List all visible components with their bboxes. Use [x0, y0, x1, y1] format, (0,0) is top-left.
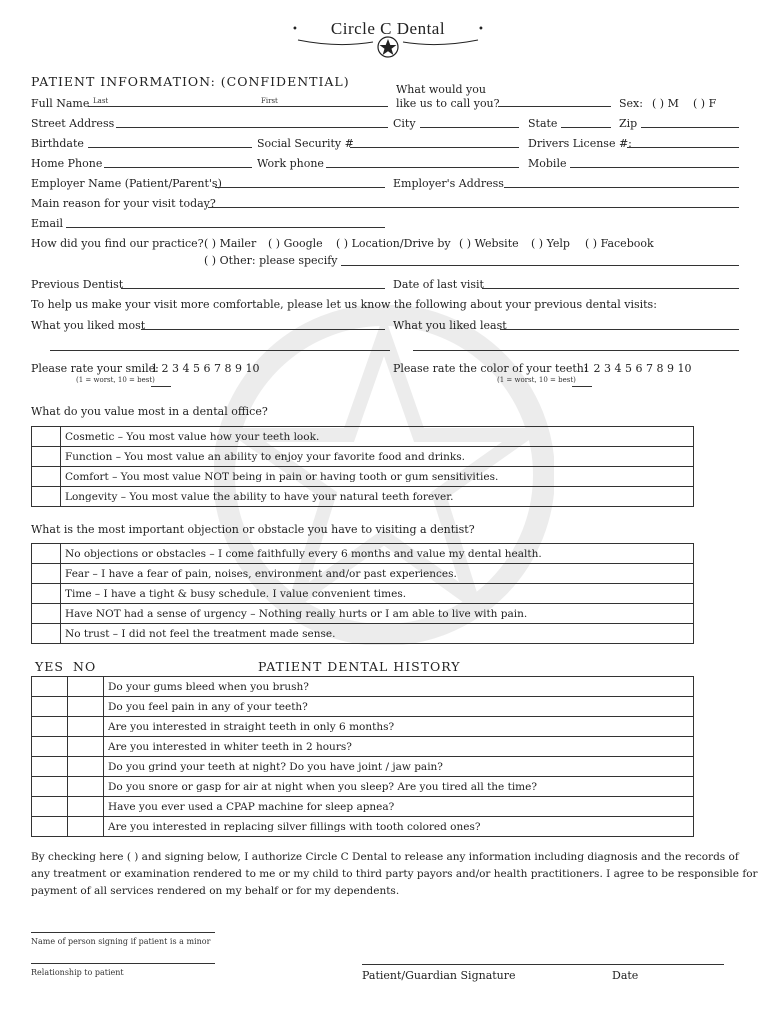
rate-smile-field[interactable]: [151, 386, 171, 387]
table-row: [32, 717, 694, 737]
history-question: Are you interested in straight teeth in only 6 months?: [104, 717, 694, 737]
consent-line-3: payment of all services rendered on my behalf or for my dependents.: [31, 885, 400, 897]
birthdate-field[interactable]: [88, 147, 252, 148]
employer-label: Employer Name (Patient/Parent's): [31, 177, 222, 190]
objection-checkbox[interactable]: [32, 604, 61, 624]
no-checkbox[interactable]: [68, 757, 104, 777]
no-checkbox[interactable]: [68, 777, 104, 797]
history-question: Are you interested in whiter teeth in 2 hours?: [104, 737, 694, 757]
rate-color-note: (1 = worst, 10 = best): [497, 376, 576, 384]
value-option: Longevity – You most value the ability to have your natural teeth forever.: [61, 487, 694, 507]
sex-label: Sex:: [619, 97, 643, 110]
call-label-1: What would you: [396, 83, 486, 96]
no-checkbox[interactable]: [68, 697, 104, 717]
table-row: [32, 467, 694, 487]
objection-checkbox[interactable]: [32, 564, 61, 584]
zip-field[interactable]: [641, 127, 739, 128]
last-label: Last: [93, 97, 109, 105]
relationship-label: Relationship to patient: [31, 968, 124, 977]
no-checkbox[interactable]: [68, 717, 104, 737]
find-other-checkbox[interactable]: ( ) Other: please specify: [204, 254, 338, 267]
street-field[interactable]: [116, 127, 388, 128]
objection-checkbox[interactable]: [32, 544, 61, 564]
table-row: [32, 624, 694, 644]
find-mailer-checkbox[interactable]: ( ) Mailer: [204, 237, 257, 250]
find-practice-label: How did you find our practice?: [31, 237, 204, 250]
table-row: [32, 427, 694, 447]
table-row: [32, 797, 694, 817]
work-phone-label: Work phone: [257, 157, 324, 170]
objection-option: Have NOT had a sense of urgency – Nothing really hurts or I am able to live with pain.: [61, 604, 694, 624]
yes-checkbox[interactable]: [32, 797, 68, 817]
patient-info-heading: PATIENT INFORMATION: (CONFIDENTIAL): [31, 74, 350, 89]
history-title: PATIENT DENTAL HISTORY: [258, 659, 461, 674]
sex-f-checkbox[interactable]: ( ) F: [693, 97, 717, 110]
value-question: What do you value most in a dental office?: [31, 405, 268, 418]
employer-address-label: Employer's Address: [393, 177, 504, 190]
rate-smile-note: (1 = worst, 10 = best): [76, 376, 155, 384]
license-label: Drivers License #:: [528, 137, 632, 150]
history-table: [31, 676, 694, 837]
find-yelp-checkbox[interactable]: ( ) Yelp: [531, 237, 570, 250]
history-question: Do you snore or gasp for air at night when you sleep? Are you tired all the time?: [104, 777, 694, 797]
yes-checkbox[interactable]: [32, 677, 68, 697]
value-option: Function – You most value an ability to enjoy your favorite food and drinks.: [61, 447, 694, 467]
table-row: [32, 447, 694, 467]
history-question: Have you ever used a CPAP machine for sleep apnea?: [104, 797, 694, 817]
table-row: [32, 777, 694, 797]
find-driveby-checkbox[interactable]: ( ) Location/Drive by: [336, 237, 451, 250]
call-label-2: like us to call you?: [396, 97, 500, 110]
liked-most-field-2[interactable]: [50, 350, 390, 351]
objection-checkbox[interactable]: [32, 584, 61, 604]
table-row: [32, 564, 694, 584]
history-yes-header: YES: [35, 659, 64, 674]
yes-checkbox[interactable]: [32, 757, 68, 777]
city-label: City: [393, 117, 416, 130]
objection-checkbox[interactable]: [32, 624, 61, 644]
prev-dentist-field[interactable]: [121, 288, 385, 289]
value-checkbox[interactable]: [32, 427, 61, 447]
table-row: [32, 757, 694, 777]
street-label: Street Address: [31, 117, 115, 130]
history-question: Do you grind your teeth at night? Do you have joint / jaw pain?: [104, 757, 694, 777]
rate-smile-label: Please rate your smile:: [31, 362, 159, 375]
relationship-field[interactable]: [31, 963, 215, 964]
mobile-label: Mobile: [528, 157, 567, 170]
yes-checkbox[interactable]: [32, 737, 68, 757]
rate-smile-scale[interactable]: 1 2 3 4 5 6 7 8 9 10: [151, 362, 260, 375]
no-checkbox[interactable]: [68, 797, 104, 817]
value-option: Cosmetic – You most value how your teeth look.: [61, 427, 694, 447]
table-row: [32, 487, 694, 507]
prev-dentist-label: Previous Dentist: [31, 278, 124, 291]
value-table: [31, 426, 694, 507]
state-label: State: [528, 117, 558, 130]
liked-least-label: What you liked least: [393, 319, 507, 332]
first-label: First: [261, 97, 278, 105]
objection-option: Time – I have a tight & busy schedule. I value convenient times.: [61, 584, 694, 604]
table-row: [32, 677, 694, 697]
find-google-checkbox[interactable]: ( ) Google: [268, 237, 323, 250]
objection-option: No objections or obstacles – I come faithfully every 6 months and value my dental health.: [61, 544, 694, 564]
help-text: To help us make your visit more comfortable, please let us know the following about your previous dental visits:: [31, 298, 657, 311]
find-facebook-checkbox[interactable]: ( ) Facebook: [585, 237, 654, 250]
full-name-field[interactable]: [88, 106, 388, 107]
minor-name-label: Name of person signing if patient is a minor: [31, 937, 211, 946]
rate-color-scale[interactable]: 1 2 3 4 5 6 7 8 9 10: [583, 362, 692, 375]
last-visit-field[interactable]: [482, 288, 739, 289]
city-field[interactable]: [420, 127, 519, 128]
table-row: [32, 544, 694, 564]
table-row: [32, 604, 694, 624]
rate-color-label: Please rate the color of your teeth:: [393, 362, 588, 375]
consent-line-2: any treatment or examination rendered to me or my child to third party payors and/or health practitioners. I agree to be responsible for: [31, 868, 758, 880]
objection-option: Fear – I have a fear of pain, noises, environment and/or past experiences.: [61, 564, 694, 584]
home-phone-field[interactable]: [104, 167, 252, 168]
find-website-checkbox[interactable]: ( ) Website: [459, 237, 519, 250]
yes-checkbox[interactable]: [32, 697, 68, 717]
objection-option: No trust – I did not feel the treatment made sense.: [61, 624, 694, 644]
svg-text:•: •: [478, 24, 484, 35]
yes-checkbox[interactable]: [32, 777, 68, 797]
minor-name-field[interactable]: [31, 932, 215, 933]
ssn-label: Social Security #: [257, 137, 354, 150]
no-checkbox[interactable]: [68, 677, 104, 697]
yes-checkbox[interactable]: [32, 817, 68, 837]
table-row: [32, 817, 694, 837]
employer-address-field[interactable]: [504, 187, 739, 188]
zip-label: Zip: [619, 117, 638, 130]
find-other-field[interactable]: [341, 265, 739, 266]
yes-checkbox[interactable]: [32, 717, 68, 737]
state-field[interactable]: [561, 127, 611, 128]
objection-table: [31, 543, 694, 644]
signature-label: Patient/Guardian Signature: [362, 969, 516, 982]
objection-question: What is the most important objection or obstacle you have to visiting a dentist?: [31, 523, 475, 536]
reason-field[interactable]: [208, 207, 739, 208]
liked-most-label: What you liked most: [31, 319, 146, 332]
liked-most-field[interactable]: [141, 329, 385, 330]
nickname-field[interactable]: [498, 106, 611, 107]
logo-text: Circle C Dental: [330, 19, 446, 38]
history-no-header: NO: [73, 659, 97, 674]
history-question: Are you interested in replacing silver fillings with tooth colored ones?: [104, 817, 694, 837]
home-phone-label: Home Phone: [31, 157, 103, 170]
date-label: Date: [612, 969, 639, 982]
value-checkbox[interactable]: [32, 487, 61, 507]
work-phone-field[interactable]: [326, 167, 519, 168]
value-option: Comfort – You most value NOT being in pain or having tooth or gum sensitivities.: [61, 467, 694, 487]
svg-text:•: •: [292, 24, 298, 35]
last-visit-label: Date of last visit: [393, 278, 484, 291]
license-field[interactable]: [627, 147, 739, 148]
birthdate-label: Birthdate: [31, 137, 84, 150]
value-checkbox[interactable]: [32, 467, 61, 487]
liked-least-field[interactable]: [500, 329, 739, 330]
mobile-field[interactable]: [570, 167, 739, 168]
sex-m-checkbox[interactable]: ( ) M: [652, 97, 679, 110]
rate-color-field[interactable]: [572, 386, 592, 387]
table-row: [32, 737, 694, 757]
circle-c-dental-logo: [288, 14, 488, 64]
email-label: Email: [31, 217, 64, 230]
history-question: Do you feel pain in any of your teeth?: [104, 697, 694, 717]
email-field[interactable]: [66, 227, 385, 228]
liked-least-field-2[interactable]: [413, 350, 739, 351]
ssn-field[interactable]: [350, 147, 519, 148]
no-checkbox[interactable]: [68, 737, 104, 757]
no-checkbox[interactable]: [68, 817, 104, 837]
consent-line-1: By checking here ( ) and signing below, I authorize Circle C Dental to release any information including diagnosis and the records of: [31, 851, 739, 863]
signature-field[interactable]: [362, 964, 724, 965]
reason-label: Main reason for your visit today?: [31, 197, 216, 210]
history-question: Do your gums bleed when you brush?: [104, 677, 694, 697]
table-row: [32, 584, 694, 604]
value-checkbox[interactable]: [32, 447, 61, 467]
table-row: [32, 697, 694, 717]
full-name-label: Full Name: [31, 97, 90, 110]
employer-field[interactable]: [215, 187, 385, 188]
